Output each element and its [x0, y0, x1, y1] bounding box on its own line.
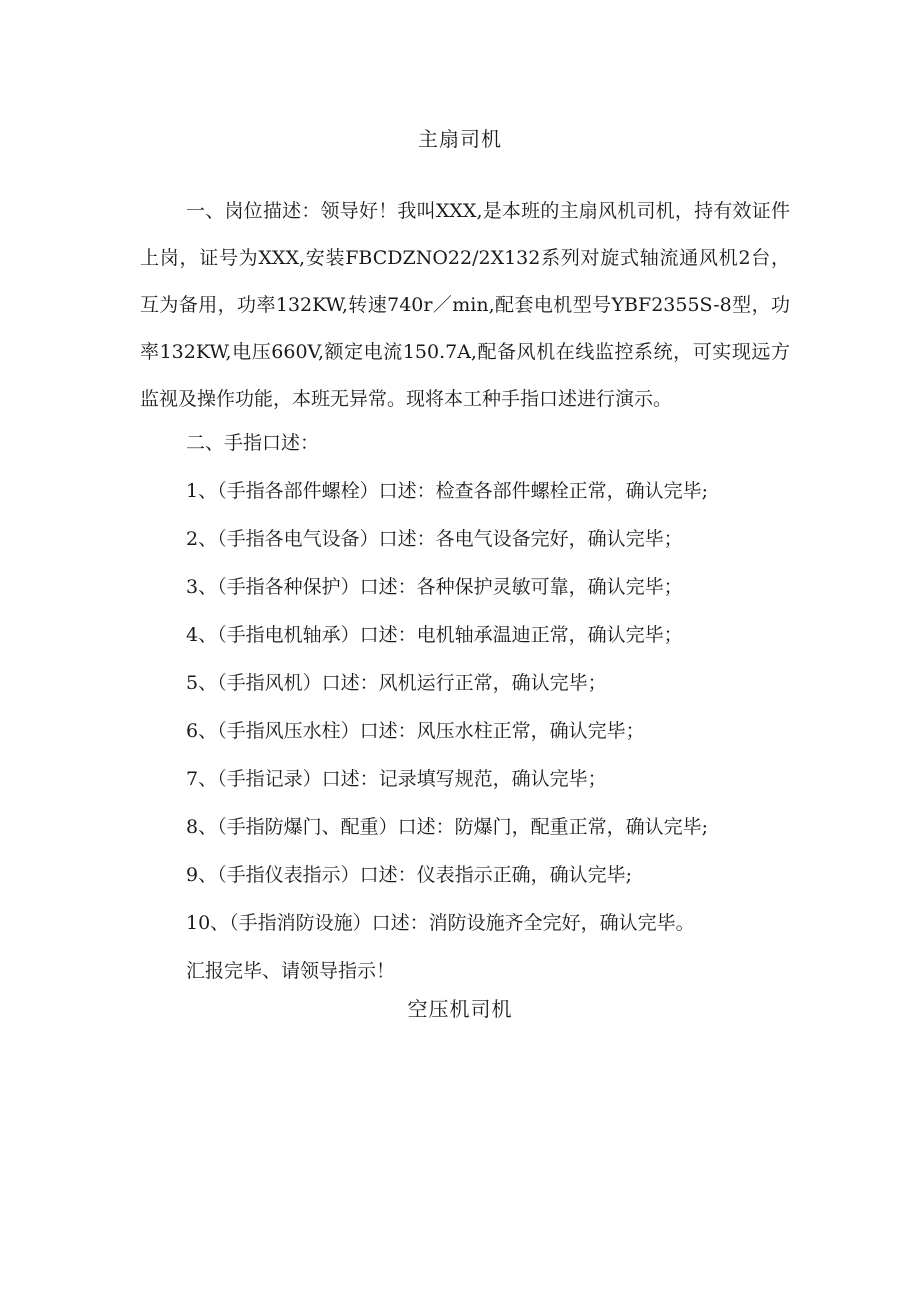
list-item-6: 6、（手指风压水柱）口述：风压水柱正常，确认完毕；	[186, 720, 645, 742]
list-item-7: 7、（手指记录）口述：记录填写规范，确认完毕；	[186, 768, 607, 790]
list-item-5: 5、（手指风机）口述：风机运行正常，确认完毕；	[186, 672, 607, 694]
list-item-10: 10、（手指消防设施）口述：消防设施齐全完好，确认完毕。	[186, 912, 695, 934]
next-section-title: 空压机司机	[407, 997, 513, 1021]
list-item-9: 9、（手指仪表指示）口述：仪表指示正确，确认完毕;	[186, 864, 632, 886]
list-item-4: 4、（手指电机轴承）口述：电机轴承温迪正常，确认完毕；	[186, 624, 683, 646]
list-item-1: 1、（手指各部件螺栓）口述：检查各部件螺栓正常，确认完毕;	[186, 480, 708, 502]
list-item-3: 3、（手指各种保护）口述：各种保护灵敏可靠，确认完毕；	[186, 576, 683, 598]
list-item-8: 8、（手指防爆门、配重）口述：防爆门，配重正常，确认完毕;	[186, 816, 708, 838]
closing-line: 汇报完毕、请领导指示！	[186, 960, 396, 982]
list-item-2: 2、（手指各电气设备）口述：各电气设备完好，确认完毕；	[186, 528, 683, 550]
intro-paragraph: 一、岗位描述：领导好！我叫XXX,是本班的主扇风机司机，持有效证件上岗，证号为XXX,安装FBCDZNO22/2X132系列对旋式轴流通风机2台，互为备用，功率132KW,转速740r／min,配套电机型号YBF2355S-8型，功率132KW,电压660V,额定电流150.7A,配备风机在线监控系统，可实现远方监视及操作功能，本班无异常。现将本工种手指口述进行演示。	[140, 200, 790, 410]
page-title: 主扇司机	[418, 127, 502, 151]
section-heading: 二、手指口述：	[186, 432, 320, 454]
